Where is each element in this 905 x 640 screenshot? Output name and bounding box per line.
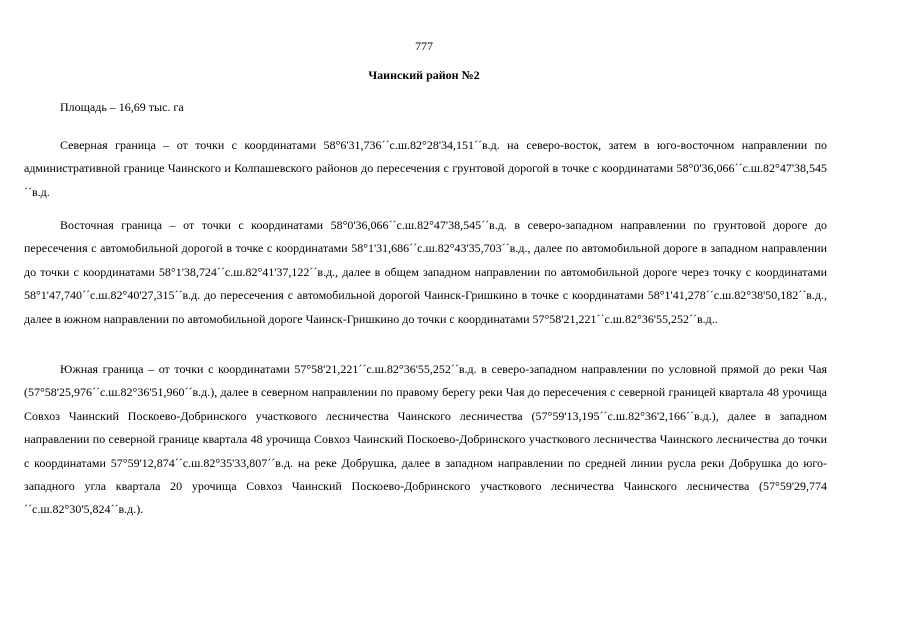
north-border-paragraph: Северная граница – от точки с координатами 58°6'31,736´´с.ш.82°28'34,151´´в.д. на северо-восток, затем в юго-восточном направлении по административной границе Чаинского и Колпашевского районов до пересечения с грунтовой дорогой в точке с координатами 58°0'36,066´´с.ш.82°47'38,545´´в.д.	[24, 138, 827, 199]
east-border-paragraph: Восточная граница – от точки с координатами 58°0'36,066´´с.ш.82°47'38,545´´в.д. в северо-западном направлении по грунтовой дороге до пересечения с автомобильной дорогой в точке с координатами 58°1'31,686´´с.ш.82°43'35,703´´в.д., далее по автомобильной дороге в западном направлении до точки с координатами 58°1'38,724´´с.ш.82°41'37,122´´в.д., далее в общем западном направлении по автомобильной дороге через точку с координатами 58°1'47,740´´с.ш.82°40'27,315´´в.д. до пересечения с автомобильной дорогой Чаинск-Гришкино в точке с координатами 58°1'41,278´´с.ш.82°38'50,182´´в.д., далее в южном направлении по автомобильной дороге Чаинск-Гришкино до точки с координатами 57°58'21,221´´с.ш.82°36'55,252´´в.д..	[24, 218, 827, 326]
document-title: Чаинский район №2	[368, 68, 480, 82]
page-number: 777	[415, 39, 433, 53]
south-border-paragraph: Южная граница – от точки с координатами 57°58'21,221´´с.ш.82°36'55,252´´в.д. в северо-западном направлении по условной прямой до реки Чая (57°58'25,976´´с.ш.82°36'51,960´´в.д.), далее в северном направлении по правому берегу реки Чая до пересечения с северной границей квартала 48 урочища Совхоз Чаинский Поскоево-Добринского участкового лесничества Чаинского лесничества (57°59'13,195´´с.ш.82°36'2,166´´в.д.), далее в западном направлении по северной границе квартала 48 урочища Совхоз Чаинский Поскоево-Добринского участкового лесничества Чаинского лесничества до точки с координатами 57°59'12,874´´с.ш.82°35'33,807´´в.д. на реке Добрушка, далее в западном направлении по средней линии русла реки Добрушка до юго-западного угла квартала 20 урочища Совхоз Чаинский Поскоево-Добринского участкового лесничества Чаинского лесничества (57°59'29,774´´с.ш.82°30'5,824´´в.д.).	[24, 362, 827, 517]
area-paragraph: Площадь – 16,69 тыс. га	[60, 100, 184, 114]
